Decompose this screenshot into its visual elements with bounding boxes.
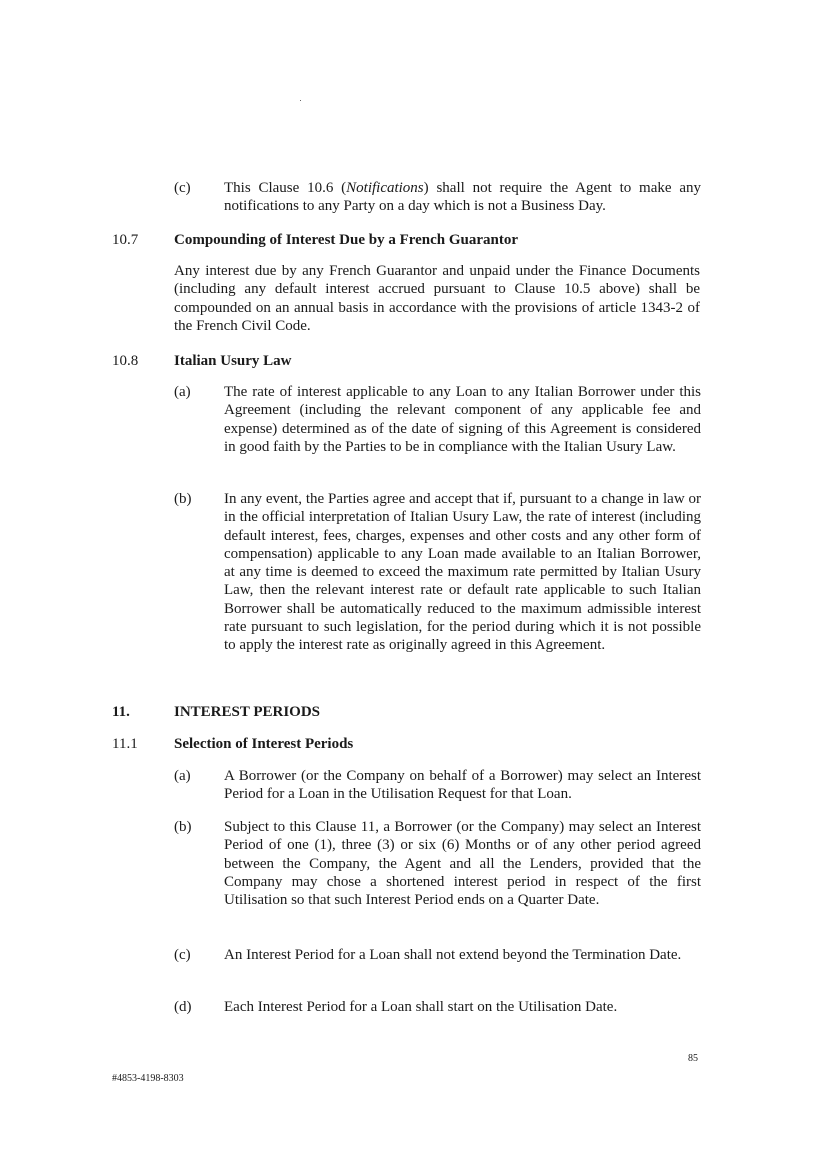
clause-11-number: 11. — [112, 704, 130, 720]
clause-10-7-title: Compounding of Interest Due by a French Guarantor — [174, 232, 519, 248]
clause-11-1-c-label: (c) — [174, 947, 191, 963]
clause-10-8-title: Italian Usury Law — [174, 353, 292, 369]
document-reference: #4853-4198-8303 — [112, 1073, 184, 1084]
clause-11-1-a-label: (a) — [174, 768, 191, 784]
page-number: 85 — [688, 1053, 698, 1064]
clause-10-8-b-label: (b) — [174, 491, 192, 507]
stray-mark — [300, 100, 301, 101]
clause-10-8-b-text: In any event, the Parties agree and accept that if, pursuant to a change in law or in the official interpretation of Italian Usury Law, the rate of interest (including default interest, fees, charges, expenses and other costs and any other form of compensation) applicable to any Loan made available to an Italian Borrower, at any time is deemed to exceed the maximum rate permitted by Italian Usury Law, then the relevant interest rate or default rate applicable to such Italian Borrower shall be automatically reduced to the maximum admissible interest rate pursuant to such legislation, for the period during which it is not possible to apply the interest rate as originally agreed in this Agreement. — [224, 491, 701, 654]
clause-11-1-a-text: A Borrower (or the Company on behalf of a Borrower) may select an Interest Period for a Loan in the Utilisation Request for that Loan. — [224, 768, 701, 803]
clause-10-8-number: 10.8 — [112, 353, 139, 369]
clause-11-1-d-text: Each Interest Period for a Loan shall start on the Utilisation Date. — [224, 999, 618, 1015]
clause-11-1-d-label: (d) — [174, 999, 192, 1015]
clause-11-1-b-text: Subject to this Clause 11, a Borrower (or the Company) may select an Interest Period of one (1), three (3) or six (6) Months or of any other period agreed between the Company, the Agent and all the Lenders, provided that the Company may chose a shortened interest period in respect of the first Utilisation so that such Interest Period ends on a Quarter Date. — [224, 819, 701, 909]
clause-10-6-c-text: This Clause 10.6 (Notifications) shall not require the Agent to make any notifications to any Party on a day which is not a Business Day. — [224, 180, 701, 215]
clause-11-1-c-text: An Interest Period for a Loan shall not extend beyond the Termination Date. — [224, 947, 682, 963]
clause-11-1-b-label: (b) — [174, 819, 192, 835]
clause-10-7-number: 10.7 — [112, 232, 139, 248]
clause-10-7-text: Any interest due by any French Guarantor and unpaid under the Finance Documents (including any default interest accrued pursuant to Clause 10.5 above) shall be compounded on an annual basis in accordance with the provisions of article 1343-2 of the French Civil Code. — [174, 263, 700, 334]
clause-10-8-a-text: The rate of interest applicable to any Loan to any Italian Borrower under this Agreement (including the relevant component of any applicable fee and expense) determined as of the date of signing of this Agreement is considered in good faith by the Parties to be in compliance with the Italian Usury Law. — [224, 384, 701, 455]
clause-10-8-a-label: (a) — [174, 384, 191, 400]
clause-11-title: INTEREST PERIODS — [174, 704, 321, 720]
clause-10-6-c-label: (c) — [174, 180, 191, 196]
clause-11-1-number: 11.1 — [112, 736, 138, 752]
clause-11-1-title: Selection of Interest Periods — [174, 736, 354, 752]
notifications-emphasis: Notifications — [346, 180, 424, 196]
